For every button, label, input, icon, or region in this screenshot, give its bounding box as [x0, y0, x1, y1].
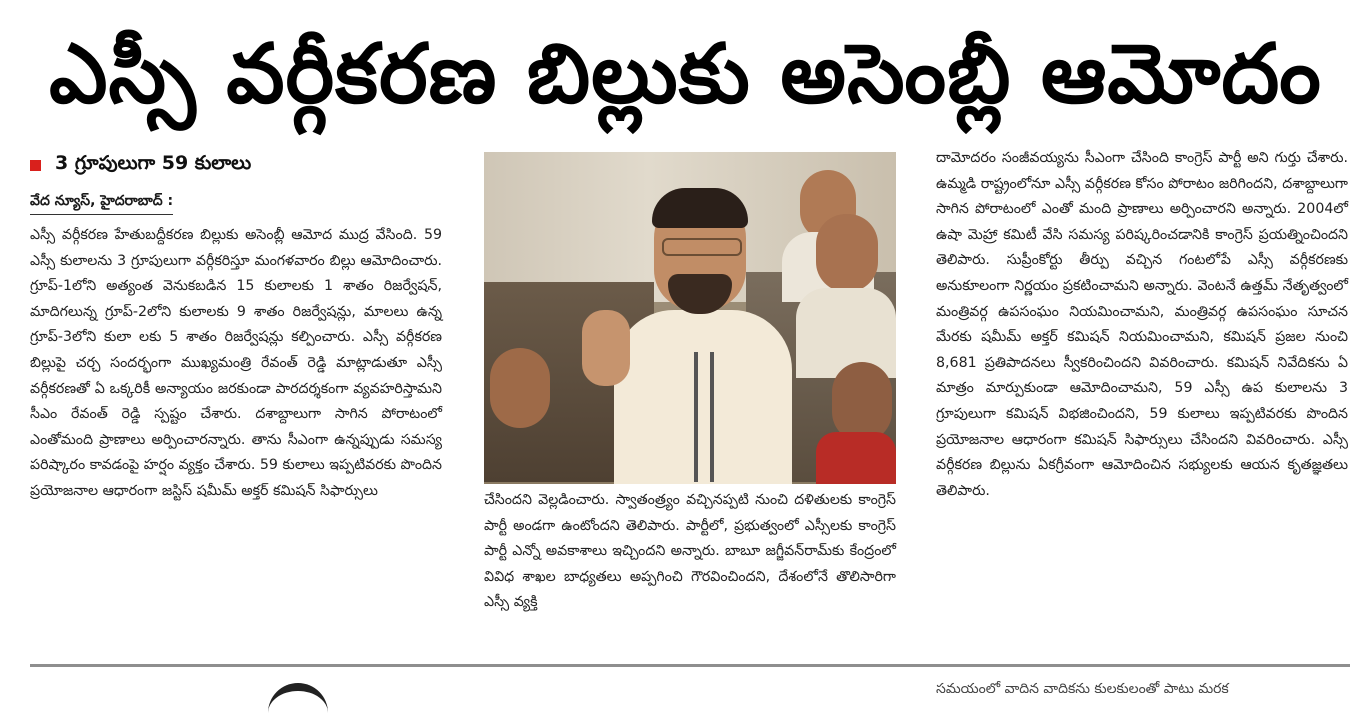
- body-text-middle: చేసిందని వెల్లడించారు. స్వాతంత్ర్యం వచ్చినప్పటి నుంచి దళితులకు కాంగ్రెస్ పార్టీ అండగా ఉంటోందని తెలిపారు. పార్టీలో, ప్రభుత్వంలో ఎస్సీలకు కాంగ్రెస్ పార్టీ ఎన్నో అవకాశాలు ఇచ్చిందని అన్నారు. బాబూ జగ్జీవన్‌రామ్‌కు కేంద్రంలో వివిధ శాఖల బాధ్యతలు అప్పగించి గౌరవించిందని, దేశంలోనే తొలిసారిగా ఎస్సీ వ్యక్తి: [484, 492, 896, 611]
- subheading-text: 3 గ్రూపులుగా 59 కులాలు: [55, 152, 252, 174]
- red-square-bullet-icon: [30, 160, 41, 171]
- article-column-middle: [484, 152, 896, 616]
- next-article-text-fragment: సమయంలో వాదిన వాదికను కులకులంతో పాటు మరక: [936, 681, 1229, 693]
- dateline: వేద న్యూస్, హైదరాబాద్ :: [30, 193, 173, 215]
- subheading: [30, 152, 442, 179]
- body-text-left: ఎస్సీ వర్గీకరణ హేతుబద్దీకరణ బిల్లుకు అసెంబ్లీ ఆమోద ముద్ర వేసింది. 59 ఎస్సీ కులాలను 3 గ్రూపులుగా వర్గీకరిస్తూ మంగళవారం బిల్లు ఆమోదించారు. గ్రూప్-1లోని అత్యంత వెనుకబడిన 15 కులాలకు 1 శాతం రిజర్వేషన్, మాదిగలున్న గ్రూప్-2లోని కులాలకు 9 శాతం రిజర్వేషన్లు, మాలలు ఉన్న గ్రూప్-3లోని కులా లకు 5 శాతం రిజర్వేషన్లు కల్పించారు. ఎస్సీ వర్గీకరణ బిల్లుపై చర్చ సందర్భంగా ముఖ్యమంత్రి రేవంత్ రెడ్డి మాట్లాడుతూ ఎస్సీ వర్గీకరణతో ఏ ఒక్కరికీ అన్యాయం జరకుండా పారదర్శకంగా వ్యవహరిస్తామని సీఎం రేవంత్ రెడ్డి స్పష్టం చేశారు. దశాబ్దాలుగా సాగిన పోరాటంలో ఎంతోమంది ప్రాణాలు అర్పించారన్నారు. తాను సీఎంగా ఉన్నప్పుడు సమస్య పరిష్కారం కావడంపై హర్షం వ్యక్తం చేశారు. 59 కులాలు ఇప్పటివరకు పొందిన ప్రయోజనాల ఆధారంగా జస్టిస్ షమీమ్ అక్తర్ కమిషన్ సిఫార్సులు: [30, 227, 442, 499]
- article-column-left: [30, 152, 442, 505]
- person-speaking-image: [484, 152, 896, 484]
- body-text-right: దామోదరం సంజీవయ్యను సీఎంగా చేసింది కాంగ్రెస్ పార్టీ అని గుర్తు చేశారు. ఉమ్మడి రాష్ట్రంలోనూ ఎస్సీ వర్గీకరణ కోసం పోరాటం జరిగిందని, దశాబ్దాలుగా సాగిన పోరాటంలో ఎంతో మంది ప్రాణాలు అర్పించారని అన్నారు. 2004లో ఉషా మెహ్రా కమిటీ వేసి సమస్య పరిష్కరించడానికి కాంగ్రెస్ ప్రయత్నించిందని తెలిపారు. సుప్రీంకోర్టు తీర్పు వచ్చిన గంటలోపే ఎస్సీ వర్గీకరణకు అనుకూలంగా నిర్ణయం ప్రకటించామని అన్నారు. వెంటనే ఉత్తమ్ నేతృత్వంలో మంత్రివర్గ ఉపసంఘం నియమించామని, మంత్రివర్గ ఉపసంఘం సూచన మేరకు షమీమ్ అక్తర్ కమిషన్ నియమించామని, కమిషన్ ప్రజల నుంచి 8,681 ప్రతిపాదనలు స్వీకరించిందని వివరించారు. కమిషన్ నివేదికను ఏ మాత్రం మార్పుకుండా ఆమోదించామని, 59 ఎస్సీ ఉప కులాలను 3 గ్రూపులుగా కమిషన్ విభజించిందని, 59 కులాలు ఇప్పటివరకు పొందిన ప్రయోజనాల ఆధారంగా కమిషన్ సిఫార్సులు చేసిందని వివరించారు. ఎస్సీ వర్గీకరణ బిల్లును ఏకగ్రీవంగా ఆమోదించిన సభ్యులకు ఆయన కృతజ్ఞతలు తెలిపారు.: [936, 150, 1348, 499]
- headline: ఎస్సీ వర్గీకరణ బిల్లుకు అసెంబ్లీ ఆమోదం: [49, 27, 1322, 122]
- article-column-right: [936, 146, 1348, 504]
- section-divider: [30, 664, 1350, 667]
- next-article-heading-fragment: [268, 683, 328, 721]
